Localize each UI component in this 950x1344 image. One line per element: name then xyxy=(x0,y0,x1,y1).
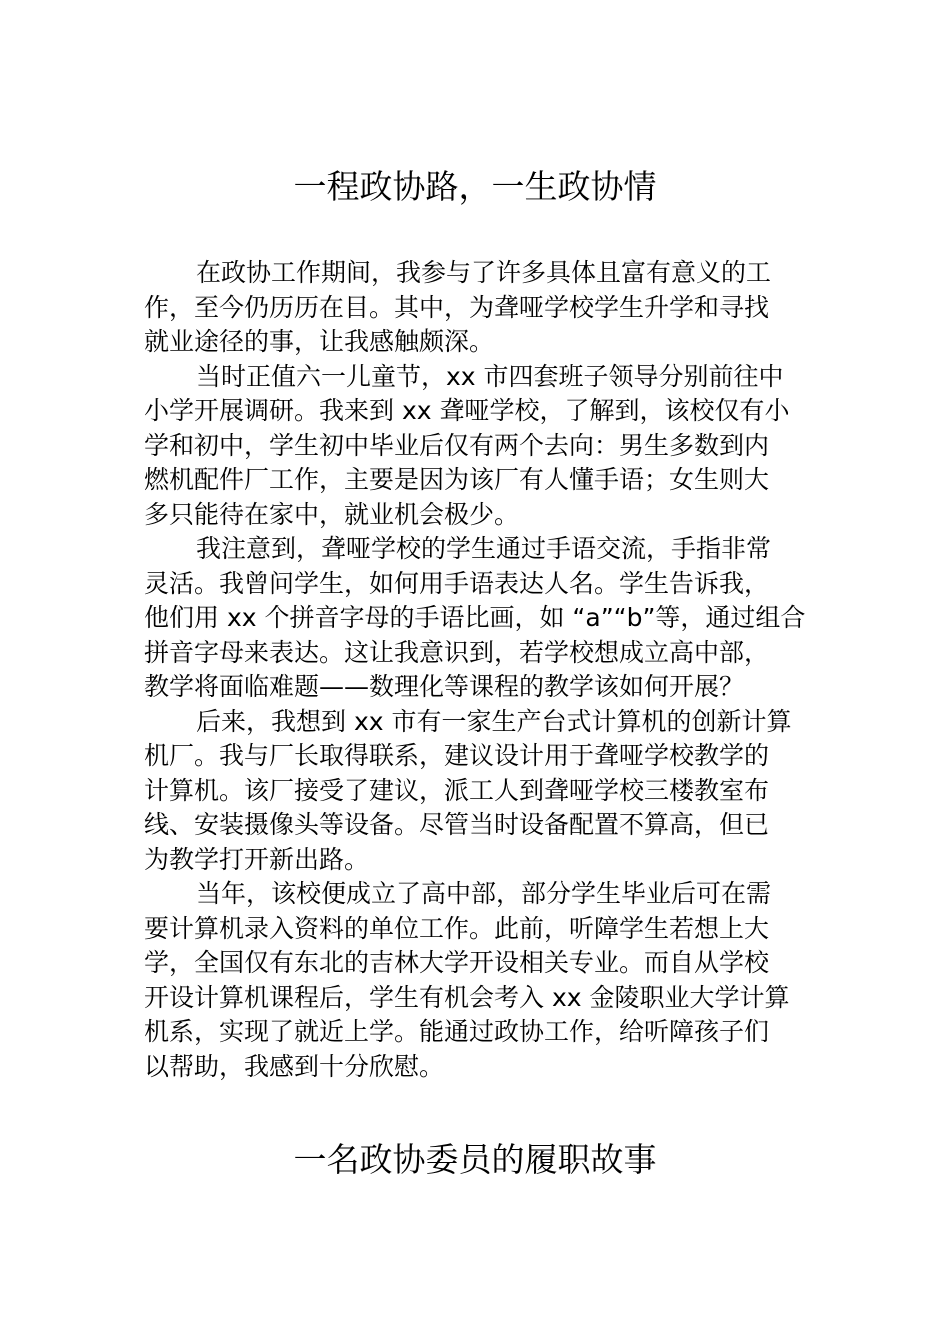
paragraph-line: 燃机配件厂工作，主要是因为该厂有人懂手语；女生则大 xyxy=(144,465,770,494)
paragraph-line: 学，全国仅有东北的吉林大学开设相关专业。而自从学校 xyxy=(144,948,770,977)
paragraph-first-line: 我注意到，聋哑学校的学生通过手语交流，手指非常 xyxy=(196,534,772,563)
paragraph-line: 作，至今仍历历在目。其中，为聋哑学校学生升学和寻找 xyxy=(144,292,770,322)
paragraph-line: 拼音字母来表达。这让我意识到，若学校想成立高中部， xyxy=(144,637,770,667)
paragraph-line: 计算机。该厂接受了建议，派工人到聋哑学校三楼教室布 xyxy=(144,775,770,805)
paragraph-line: 以帮助，我感到十分欣慰。 xyxy=(144,1051,445,1081)
paragraph-line: 开设计算机课程后，学生有机会考入 xx 金陵职业大学计算 xyxy=(144,982,790,1012)
article-body xyxy=(144,256,809,1084)
paragraph-line: 机系，实现了就近上学。能通过政协工作，给听障孩子们 xyxy=(144,1017,770,1046)
paragraph-line: 学和初中，学生初中毕业后仅有两个去向：男生多数到内 xyxy=(144,430,770,460)
next-article-title: 一名政协委员的履职故事 xyxy=(293,1140,657,1179)
paragraph-line: 他们用 xx 个拼音字母的手语比画，如 “a”“b”等，通过组合 xyxy=(144,603,806,632)
paragraph-line: 就业途径的事，让我感触颇深。 xyxy=(144,327,495,356)
paragraph-line: 机厂。我与厂长取得联系，建议设计用于聋哑学校教学的 xyxy=(144,741,770,770)
paragraph-line: 多只能待在家中，就业机会极少。 xyxy=(144,499,520,529)
paragraph-first-line: 后来，我想到 xx 市有一家生产台式计算机的创新计算 xyxy=(196,706,792,736)
paragraph-first-line: 当时正值六一儿童节，xx 市四套班子领导分别前往中 xyxy=(196,361,784,391)
paragraph-line: 要计算机录入资料的单位工作。此前，听障学生若想上大 xyxy=(144,913,770,943)
paragraph-line: 小学开展调研。我来到 xx 聋哑学校，了解到，该校仅有小 xyxy=(144,396,790,425)
paragraph-line: 灵活。我曾问学生，如何用手语表达人名。学生告诉我， xyxy=(144,568,770,598)
paragraph-first-line: 当年，该校便成立了高中部，部分学生毕业后可在需 xyxy=(196,879,772,908)
paragraph-line: 教学将面临难题——数理化等课程的教学该如何开展？ xyxy=(144,672,745,701)
paragraph-line: 为教学打开新出路。 xyxy=(144,844,370,874)
paragraph-line: 线、安装摄像头等设备。尽管当时设备配置不算高，但已 xyxy=(144,810,770,839)
paragraph-first-line: 在政协工作期间，我参与了许多具体且富有意义的工 xyxy=(196,258,772,287)
article-title: 一程政协路，一生政协情 xyxy=(293,167,657,206)
